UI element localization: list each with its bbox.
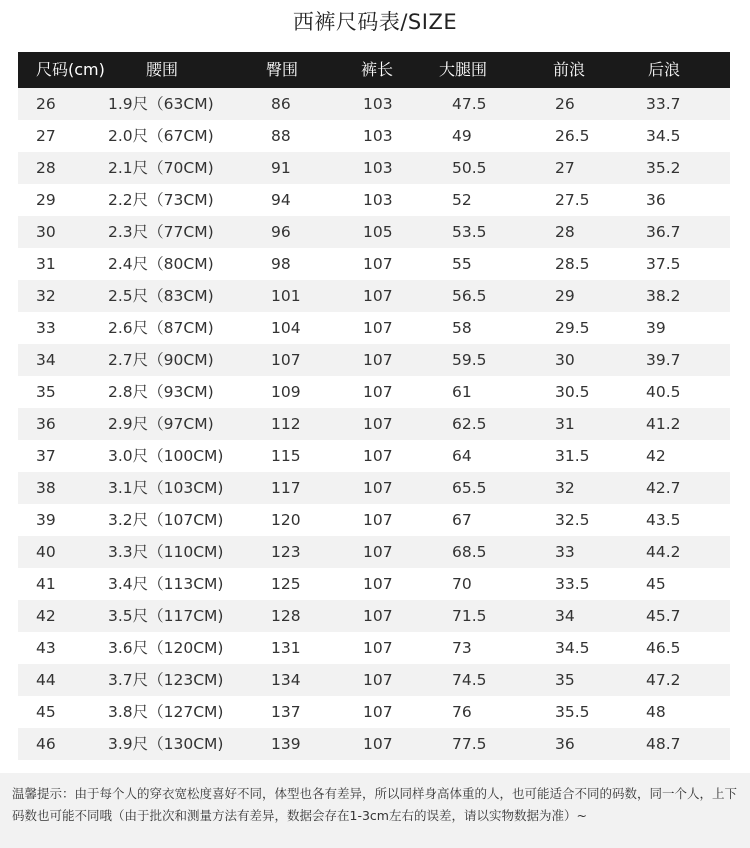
cell-hip: 123	[271, 543, 301, 561]
cell-waist: 3.1尺（103CM)	[108, 479, 224, 497]
table-row	[18, 664, 730, 696]
cell-hip: 115	[271, 447, 301, 465]
cell-size: 33	[36, 319, 56, 337]
cell-size: 30	[36, 223, 56, 241]
cell-thigh: 47.5	[452, 95, 487, 113]
cell-front-rise: 33.5	[555, 575, 590, 593]
cell-length: 107	[363, 383, 393, 401]
cell-front-rise: 26	[555, 95, 575, 113]
cell-waist: 2.3尺（77CM)	[108, 223, 214, 241]
table-row	[18, 408, 730, 440]
header-thigh: 大腿围	[439, 60, 488, 79]
cell-hip: 96	[271, 223, 291, 241]
cell-hip: 98	[271, 255, 291, 273]
cell-size: 37	[36, 447, 56, 465]
cell-thigh: 58	[452, 319, 472, 337]
cell-front-rise: 31.5	[555, 447, 590, 465]
table-row	[18, 696, 730, 728]
cell-back-rise: 42	[646, 447, 666, 465]
cell-back-rise: 34.5	[646, 127, 681, 145]
cell-size: 43	[36, 639, 56, 657]
cell-waist: 3.7尺（123CM)	[108, 671, 224, 689]
size-table	[18, 52, 730, 760]
cell-length: 107	[363, 319, 393, 337]
cell-size: 26	[36, 95, 56, 113]
cell-back-rise: 41.2	[646, 415, 681, 433]
cell-front-rise: 34	[555, 607, 575, 625]
cell-thigh: 59.5	[452, 351, 487, 369]
cell-waist: 3.3尺（110CM)	[108, 543, 224, 561]
cell-hip: 104	[271, 319, 301, 337]
cell-size: 42	[36, 607, 56, 625]
cell-waist: 3.6尺（120CM)	[108, 639, 224, 657]
table-body	[18, 88, 730, 760]
table-row	[18, 216, 730, 248]
cell-back-rise: 45	[646, 575, 666, 593]
table-row	[18, 728, 730, 760]
table-row	[18, 472, 730, 504]
cell-back-rise: 48.7	[646, 735, 681, 753]
table-row	[18, 152, 730, 184]
cell-thigh: 77.5	[452, 735, 487, 753]
cell-size: 35	[36, 383, 56, 401]
tip-text: 温馨提示：由于每个人的穿衣宽松度喜好不同，体型也各有差异，所以同样身高体重的人，也可能适合不同的码数，同一个人，上下码数也可能不同哦（由于批次和测量方法有差异，数据会存在1-3cm左右的误差，请以实物数据为准）~	[12, 786, 738, 823]
table-row	[18, 632, 730, 664]
cell-thigh: 55	[452, 255, 472, 273]
cell-back-rise: 46.5	[646, 639, 681, 657]
cell-length: 107	[363, 607, 393, 625]
table-row	[18, 440, 730, 472]
cell-thigh: 68.5	[452, 543, 487, 561]
cell-waist: 3.9尺（130CM)	[108, 735, 224, 753]
cell-front-rise: 33	[555, 543, 575, 561]
cell-size: 31	[36, 255, 56, 273]
cell-hip: 91	[271, 159, 291, 177]
cell-hip: 94	[271, 191, 291, 209]
cell-thigh: 53.5	[452, 223, 487, 241]
cell-size: 32	[36, 287, 56, 305]
cell-thigh: 56.5	[452, 287, 487, 305]
cell-thigh: 73	[452, 639, 472, 657]
page-title: 西裤尺码表/SIZE	[292, 10, 458, 34]
cell-back-rise: 45.7	[646, 607, 681, 625]
cell-front-rise: 28	[555, 223, 575, 241]
cell-size: 29	[36, 191, 56, 209]
cell-hip: 117	[271, 479, 301, 497]
cell-waist: 2.1尺（70CM)	[108, 159, 214, 177]
cell-front-rise: 27	[555, 159, 575, 177]
table-row	[18, 120, 730, 152]
cell-thigh: 64	[452, 447, 472, 465]
cell-front-rise: 34.5	[555, 639, 590, 657]
cell-front-rise: 30	[555, 351, 575, 369]
cell-front-rise: 30.5	[555, 383, 590, 401]
cell-waist: 2.0尺（67CM)	[108, 127, 214, 145]
cell-front-rise: 27.5	[555, 191, 590, 209]
cell-thigh: 49	[452, 127, 472, 145]
cell-length: 107	[363, 703, 393, 721]
cell-hip: 88	[271, 127, 291, 145]
cell-front-rise: 26.5	[555, 127, 590, 145]
cell-waist: 2.9尺（97CM)	[108, 415, 214, 433]
cell-front-rise: 36	[555, 735, 575, 753]
cell-length: 107	[363, 671, 393, 689]
cell-back-rise: 42.7	[646, 479, 681, 497]
cell-hip: 134	[271, 671, 301, 689]
table-row	[18, 568, 730, 600]
cell-hip: 139	[271, 735, 301, 753]
header-waist: 腰围	[146, 60, 179, 79]
cell-waist: 3.8尺（127CM)	[108, 703, 224, 721]
cell-size: 45	[36, 703, 56, 721]
header-front-rise: 前浪	[553, 60, 586, 79]
cell-back-rise: 36.7	[646, 223, 681, 241]
cell-thigh: 62.5	[452, 415, 487, 433]
cell-length: 107	[363, 543, 393, 561]
table-row	[18, 184, 730, 216]
cell-thigh: 61	[452, 383, 472, 401]
cell-length: 107	[363, 351, 393, 369]
cell-length: 107	[363, 639, 393, 657]
header-length: 裤长	[361, 60, 394, 79]
cell-front-rise: 35	[555, 671, 575, 689]
cell-size: 44	[36, 671, 56, 689]
cell-waist: 3.4尺（113CM)	[108, 575, 224, 593]
cell-thigh: 67	[452, 511, 472, 529]
cell-length: 107	[363, 415, 393, 433]
cell-waist: 2.4尺（80CM)	[108, 255, 214, 273]
cell-front-rise: 28.5	[555, 255, 590, 273]
cell-thigh: 52	[452, 191, 472, 209]
cell-back-rise: 38.2	[646, 287, 681, 305]
cell-hip: 131	[271, 639, 301, 657]
cell-waist: 3.5尺（117CM)	[108, 607, 224, 625]
cell-thigh: 71.5	[452, 607, 487, 625]
table-row	[18, 88, 730, 120]
cell-size: 39	[36, 511, 56, 529]
cell-length: 107	[363, 287, 393, 305]
table-row	[18, 504, 730, 536]
table-row	[18, 280, 730, 312]
cell-front-rise: 31	[555, 415, 575, 433]
cell-length: 107	[363, 511, 393, 529]
cell-back-rise: 47.2	[646, 671, 681, 689]
header-back-rise: 后浪	[648, 60, 681, 79]
cell-back-rise: 37.5	[646, 255, 681, 273]
cell-size: 36	[36, 415, 56, 433]
cell-waist: 2.5尺（83CM)	[108, 287, 214, 305]
cell-hip: 125	[271, 575, 301, 593]
cell-thigh: 74.5	[452, 671, 487, 689]
table-row	[18, 600, 730, 632]
cell-size: 34	[36, 351, 56, 369]
cell-length: 103	[363, 127, 393, 145]
cell-waist: 3.0尺（100CM)	[108, 447, 224, 465]
cell-size: 38	[36, 479, 56, 497]
cell-length: 105	[363, 223, 393, 241]
table-row	[18, 536, 730, 568]
cell-size: 41	[36, 575, 56, 593]
cell-length: 107	[363, 575, 393, 593]
tip-box	[0, 773, 750, 848]
cell-back-rise: 36	[646, 191, 666, 209]
table-row	[18, 344, 730, 376]
cell-waist: 1.9尺（63CM)	[108, 95, 214, 113]
header-size: 尺码(cm)	[36, 60, 105, 79]
cell-length: 103	[363, 95, 393, 113]
cell-length: 107	[363, 255, 393, 273]
table-row	[18, 312, 730, 344]
cell-thigh: 50.5	[452, 159, 487, 177]
cell-back-rise: 33.7	[646, 95, 681, 113]
cell-waist: 3.2尺（107CM)	[108, 511, 224, 529]
cell-size: 27	[36, 127, 56, 145]
table-header	[18, 52, 730, 88]
table-row	[18, 376, 730, 408]
cell-back-rise: 44.2	[646, 543, 681, 561]
cell-length: 107	[363, 735, 393, 753]
cell-thigh: 70	[452, 575, 472, 593]
cell-front-rise: 32	[555, 479, 575, 497]
cell-back-rise: 48	[646, 703, 666, 721]
cell-length: 103	[363, 191, 393, 209]
cell-back-rise: 39	[646, 319, 666, 337]
cell-back-rise: 43.5	[646, 511, 681, 529]
table-row	[18, 248, 730, 280]
cell-front-rise: 29.5	[555, 319, 590, 337]
cell-thigh: 76	[452, 703, 472, 721]
cell-length: 103	[363, 159, 393, 177]
cell-hip: 107	[271, 351, 301, 369]
cell-hip: 109	[271, 383, 301, 401]
cell-back-rise: 39.7	[646, 351, 681, 369]
cell-size: 46	[36, 735, 56, 753]
cell-waist: 2.2尺（73CM)	[108, 191, 214, 209]
cell-waist: 2.6尺（87CM)	[108, 319, 214, 337]
cell-back-rise: 40.5	[646, 383, 681, 401]
cell-hip: 120	[271, 511, 301, 529]
header-hip: 臀围	[266, 60, 299, 79]
cell-length: 107	[363, 447, 393, 465]
cell-thigh: 65.5	[452, 479, 487, 497]
cell-waist: 2.7尺（90CM)	[108, 351, 214, 369]
cell-hip: 101	[271, 287, 301, 305]
cell-size: 40	[36, 543, 56, 561]
cell-front-rise: 35.5	[555, 703, 590, 721]
cell-size: 28	[36, 159, 56, 177]
cell-waist: 2.8尺（93CM)	[108, 383, 214, 401]
cell-hip: 137	[271, 703, 301, 721]
cell-front-rise: 29	[555, 287, 575, 305]
cell-hip: 86	[271, 95, 291, 113]
cell-back-rise: 35.2	[646, 159, 681, 177]
cell-hip: 112	[271, 415, 301, 433]
cell-front-rise: 32.5	[555, 511, 590, 529]
cell-hip: 128	[271, 607, 301, 625]
cell-length: 107	[363, 479, 393, 497]
